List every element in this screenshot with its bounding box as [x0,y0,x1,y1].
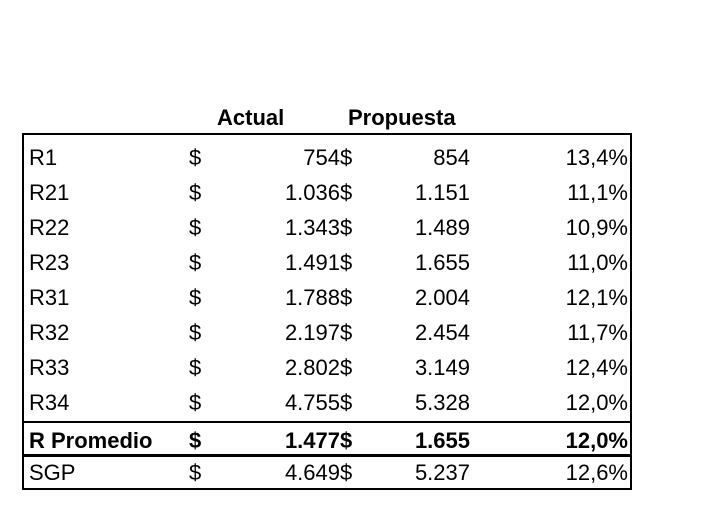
percent-increase: 12,0% [565,428,628,453]
actual-value: 2.802 [284,355,340,380]
currency-symbol: $ [189,355,202,380]
propuesta-value: 1.151 [414,180,470,205]
table-row [24,140,630,175]
actual-value: 4.649 [284,460,340,485]
row-name: R22 [29,215,70,240]
currency-symbol: $ [340,250,353,275]
actual-value: 2.197 [284,320,340,345]
propuesta-value: 2.004 [414,285,470,310]
currency-symbol: $ [189,180,202,205]
currency-symbol: $ [189,390,202,415]
currency-symbol: $ [189,145,202,170]
row-name: SGP [29,460,76,485]
percent-increase: 10,9% [565,215,628,240]
table-row [24,245,630,280]
table-row [24,350,630,385]
sgp-row [24,455,630,490]
currency-symbol: $ [189,285,202,310]
actual-value: 1.036 [284,180,340,205]
row-name: R34 [29,390,70,415]
propuesta-value: 5.328 [414,390,470,415]
table-row [24,315,630,350]
table-row [24,175,630,210]
propuesta-value: 1.655 [414,250,470,275]
propuesta-value: 5.237 [414,460,470,485]
table-row [24,280,630,315]
percent-increase: 11,1% [567,180,628,205]
percent-increase: 13,4% [565,145,628,170]
actual-value: 1.491 [284,250,340,275]
actual-value: 4.755 [284,390,340,415]
currency-symbol: $ [340,215,353,240]
propuesta-value: 1.655 [414,428,470,453]
currency-symbol: $ [340,428,353,453]
actual-value: 754 [303,145,340,170]
actual-value: 1.788 [284,285,340,310]
row-name: R33 [29,355,70,380]
percent-increase: 11,7% [567,320,628,345]
row-name: R1 [29,145,58,170]
percent-increase: 12,4% [565,355,628,380]
salary-table [22,133,632,490]
actual-value: 1.343 [284,215,340,240]
currency-symbol: $ [340,320,353,345]
table-row [24,210,630,245]
propuesta-value: 2.454 [414,320,470,345]
currency-symbol: $ [189,250,202,275]
row-name: R23 [29,250,70,275]
percent-increase: 12,0% [565,390,628,415]
percent-increase: 11,0% [567,250,628,275]
row-name: R32 [29,320,70,345]
column-header-propuesta: Propuesta [348,105,456,130]
percent-increase: 12,6% [565,460,628,485]
currency-symbol: $ [189,320,202,345]
percent-increase: 12,1% [565,285,628,310]
average-row [24,423,630,458]
row-name: R31 [29,285,70,310]
currency-symbol: $ [340,180,353,205]
row-name: R Promedio [29,428,153,453]
currency-symbol: $ [189,215,202,240]
propuesta-value: 854 [433,145,470,170]
column-header-actual: Actual [217,105,285,130]
currency-symbol: $ [340,355,353,380]
currency-symbol: $ [189,428,202,453]
currency-symbol: $ [340,285,353,310]
currency-symbol: $ [340,145,353,170]
propuesta-value: 1.489 [414,215,470,240]
table-row [24,385,630,420]
row-name: R21 [29,180,70,205]
currency-symbol: $ [189,460,202,485]
currency-symbol: $ [340,390,353,415]
propuesta-value: 3.149 [414,355,470,380]
currency-symbol: $ [340,460,353,485]
actual-value: 1.477 [284,428,340,453]
